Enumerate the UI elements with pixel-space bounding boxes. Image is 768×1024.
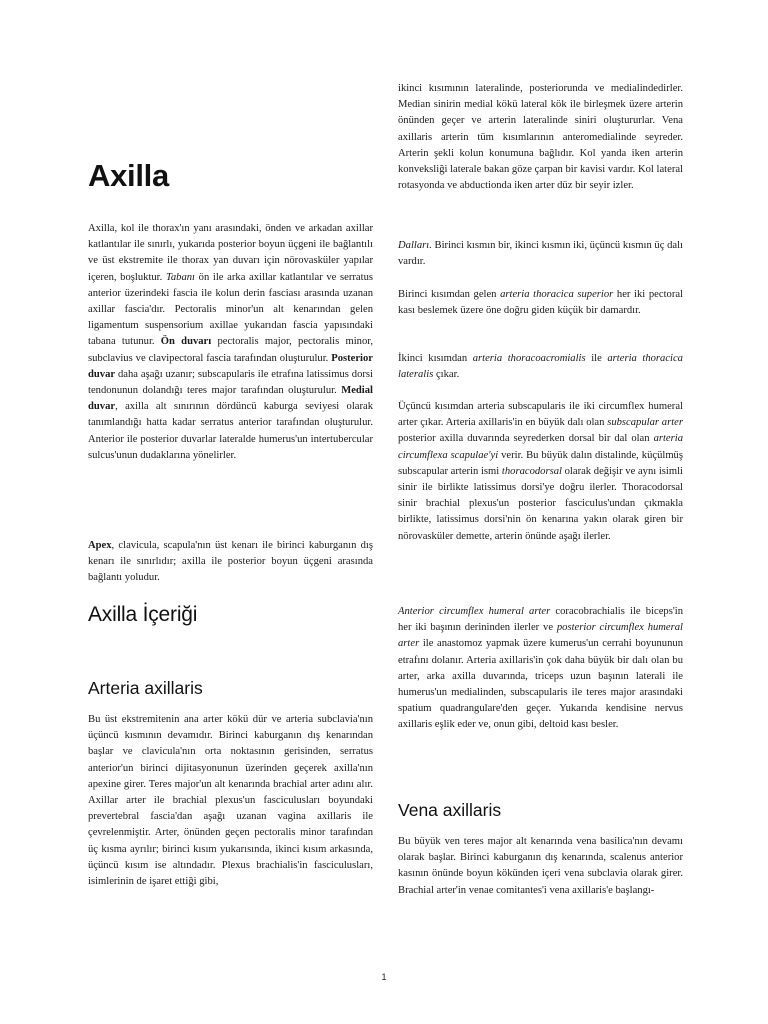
arteria-paragraph: Bu üst ekstremitenin ana arter kökü dür ve arteria subclavia'nın üçüncü kısmının devamıdır. Birinci kaburganın dış kenarından başlar ve clavicula'nın orta noktasının gerisinden, serratus anterior'un birinci dijitasyonunun üzerinden geçerek axilla'nın apexine girer. Teres major'un alt kenarında brachial arter adını alır. Axillar arter ile brachial plexus'un fasciculusları boyundaki prevertebral fascia'dan aşağı uzanan vagina axillaris ile çevrelenmiştir. Arter, önünden geçen pectoralis minor tarafından üç kısma ayrılır; birinci kısım yukarısında, ikinci kısım arkasında, üçüncü kısım ise altındadır. Plexus brachialis'in fasciculusları, isimlerinin de işaret ettiği gibi, bbox=[88, 714, 373, 888]
apex-paragraph: Apex, clavicula, scapula'nın üst kenarı ile birinci kaburganın dış kenarı ile sınırlıdır; axilla ile posterior boyun üçgeni arasında bağlantı yoludur. bbox=[88, 540, 373, 584]
birinci-kisim-paragraph: Birinci kısımdan gelen arteria thoracica superior her iki pectoral kası beslemek üzere öne doğru giden küçük bir damardır. bbox=[398, 289, 683, 317]
section-heading-axilla-icerigi: Axilla İçeriği bbox=[88, 603, 198, 626]
vena-paragraph: Bu büyük ven teres major alt kenarında vena basilica'nın devamı olarak başlar. Birinci kaburganın dış kenarında, scalenus anterior kasının önünde boyun kökünden içeri vena subclavia olarak girer. Brachial arter'in venae comitantes'i vena axillaris'e başlangı- bbox=[398, 836, 683, 896]
subsection-heading-vena-axillaris: Vena axillaris bbox=[398, 800, 502, 820]
page-title: Axilla bbox=[88, 158, 169, 193]
subsection-heading-arteria-axillaris: Arteria axillaris bbox=[88, 678, 203, 698]
ikinci-kisim-paragraph: İkinci kısımdan arteria thoracoacromialis ile arteria thoracica lateralis çıkar. bbox=[398, 353, 683, 381]
continuation-paragraph: ikinci kısımının lateralinde, posteriorunda ve medialindedirler. Median sinirin medial kökü lateral kök ile birleşmek üzere arterin önünden geçer ve arterin lateralinde siniri oluştururlar. Vena axillaris arterin tüm kısımlarının anteromedialinde seyreder. Arterin şekli kolun konumuna bağlıdır. Kol yanda iken arterin konveksliği laterale bakan göze çarpan bir kavisi vardır. Kol lateral rotasyonda ve abductionda iken arter düz bir seyir izler. bbox=[398, 83, 683, 192]
dallari-paragraph: Dalları. Birinci kısmın bir, ikinci kısmın iki, üçüncü kısmın üç dalı vardır. bbox=[398, 240, 683, 268]
page-number: 1 bbox=[381, 972, 387, 982]
anterior-circumflex-paragraph: Anterior circumflex humeral arter coracobrachialis ile biceps'in her iki başının derininden ilerler ve posterior circumflex humeral arter ile anastomoz yapmak üzere kumerus'un cerrahi boyununun etrafını dolanır. Arteria axillaris'in çok daha büyük bir dalı olan bu arter, arka axilla duvarında, triceps uzun başının laterali ile humerus'un medialinden, subscapularis ile teres major arasındaki spatium quadrangulare'den geçer. Yukarıda kendisine nervus axillaris eşlik eder ve, onun gibi, deltoid kası besler. bbox=[398, 606, 683, 731]
intro-paragraph: Axilla, kol ile thorax'ın yanı arasındaki, önden ve arkadan axillar katlantılar ile sınırlı, yukarıda posterior boyun üçgeni ile bağlantılı ve üst ekstremite ile thorax yan duvarı için nörovasküler yapılar içeren, boşluktur. Tabanı ön ile arka axillar katlantılar ve serratus anterior üzerindeki fascia ile kolun derin fasciası arasında uzanan axillar fascia'dır. Pectoralis minor'un alt kenarından gelen ligamentum suspensorium axillae yukarıdan fascia yapısındaki tabana tutunur. Ön duvarı pectoralis major, pectoralis minor, subclavius ve clavipectoral fascia tarafından oluşturulur. Posterior duvar daha aşağı uzanır; subscapularis ile etrafına latissimus dorsi tendonunun dolandığı teres major tarafından oluşturulur. Medial duvar, axilla alt sınırının dördüncü kaburga seviyesi olarak tanımlandığı hatta kadar serratus anterior tarafından oluşturulur. Anterior ile posterior duvarlar lateralde humerus'un intertubercular sulcus'unun dudaklarına yönelirler. bbox=[88, 223, 373, 461]
ucuncu-kisim-paragraph: Üçüncü kısımdan arteria subscapularis ile iki circumflex humeral arter çıkar. Arteria axillaris'in en büyük dalı olan subscapular arter posterior axilla duvarında seyrederken dorsal bir dal olan arteria circumflexa scapulae'yi verir. Bu büyük dalın distalinde, küçülmüş subscapular arterin ismi thoracodorsal olarak değişir ve aynı isimli sinir ile birlikte latissimus dorsi'ye doğru ilerler. Thoracodorsal sinir brachial plexus'un posterior fasciculus'undan çıkmakla birlikte, latissimus dorsi'nin ön kenarına yakın olarak giren bir nörovasküler demette, arterin önünde aşağı ilerler. bbox=[398, 401, 683, 542]
